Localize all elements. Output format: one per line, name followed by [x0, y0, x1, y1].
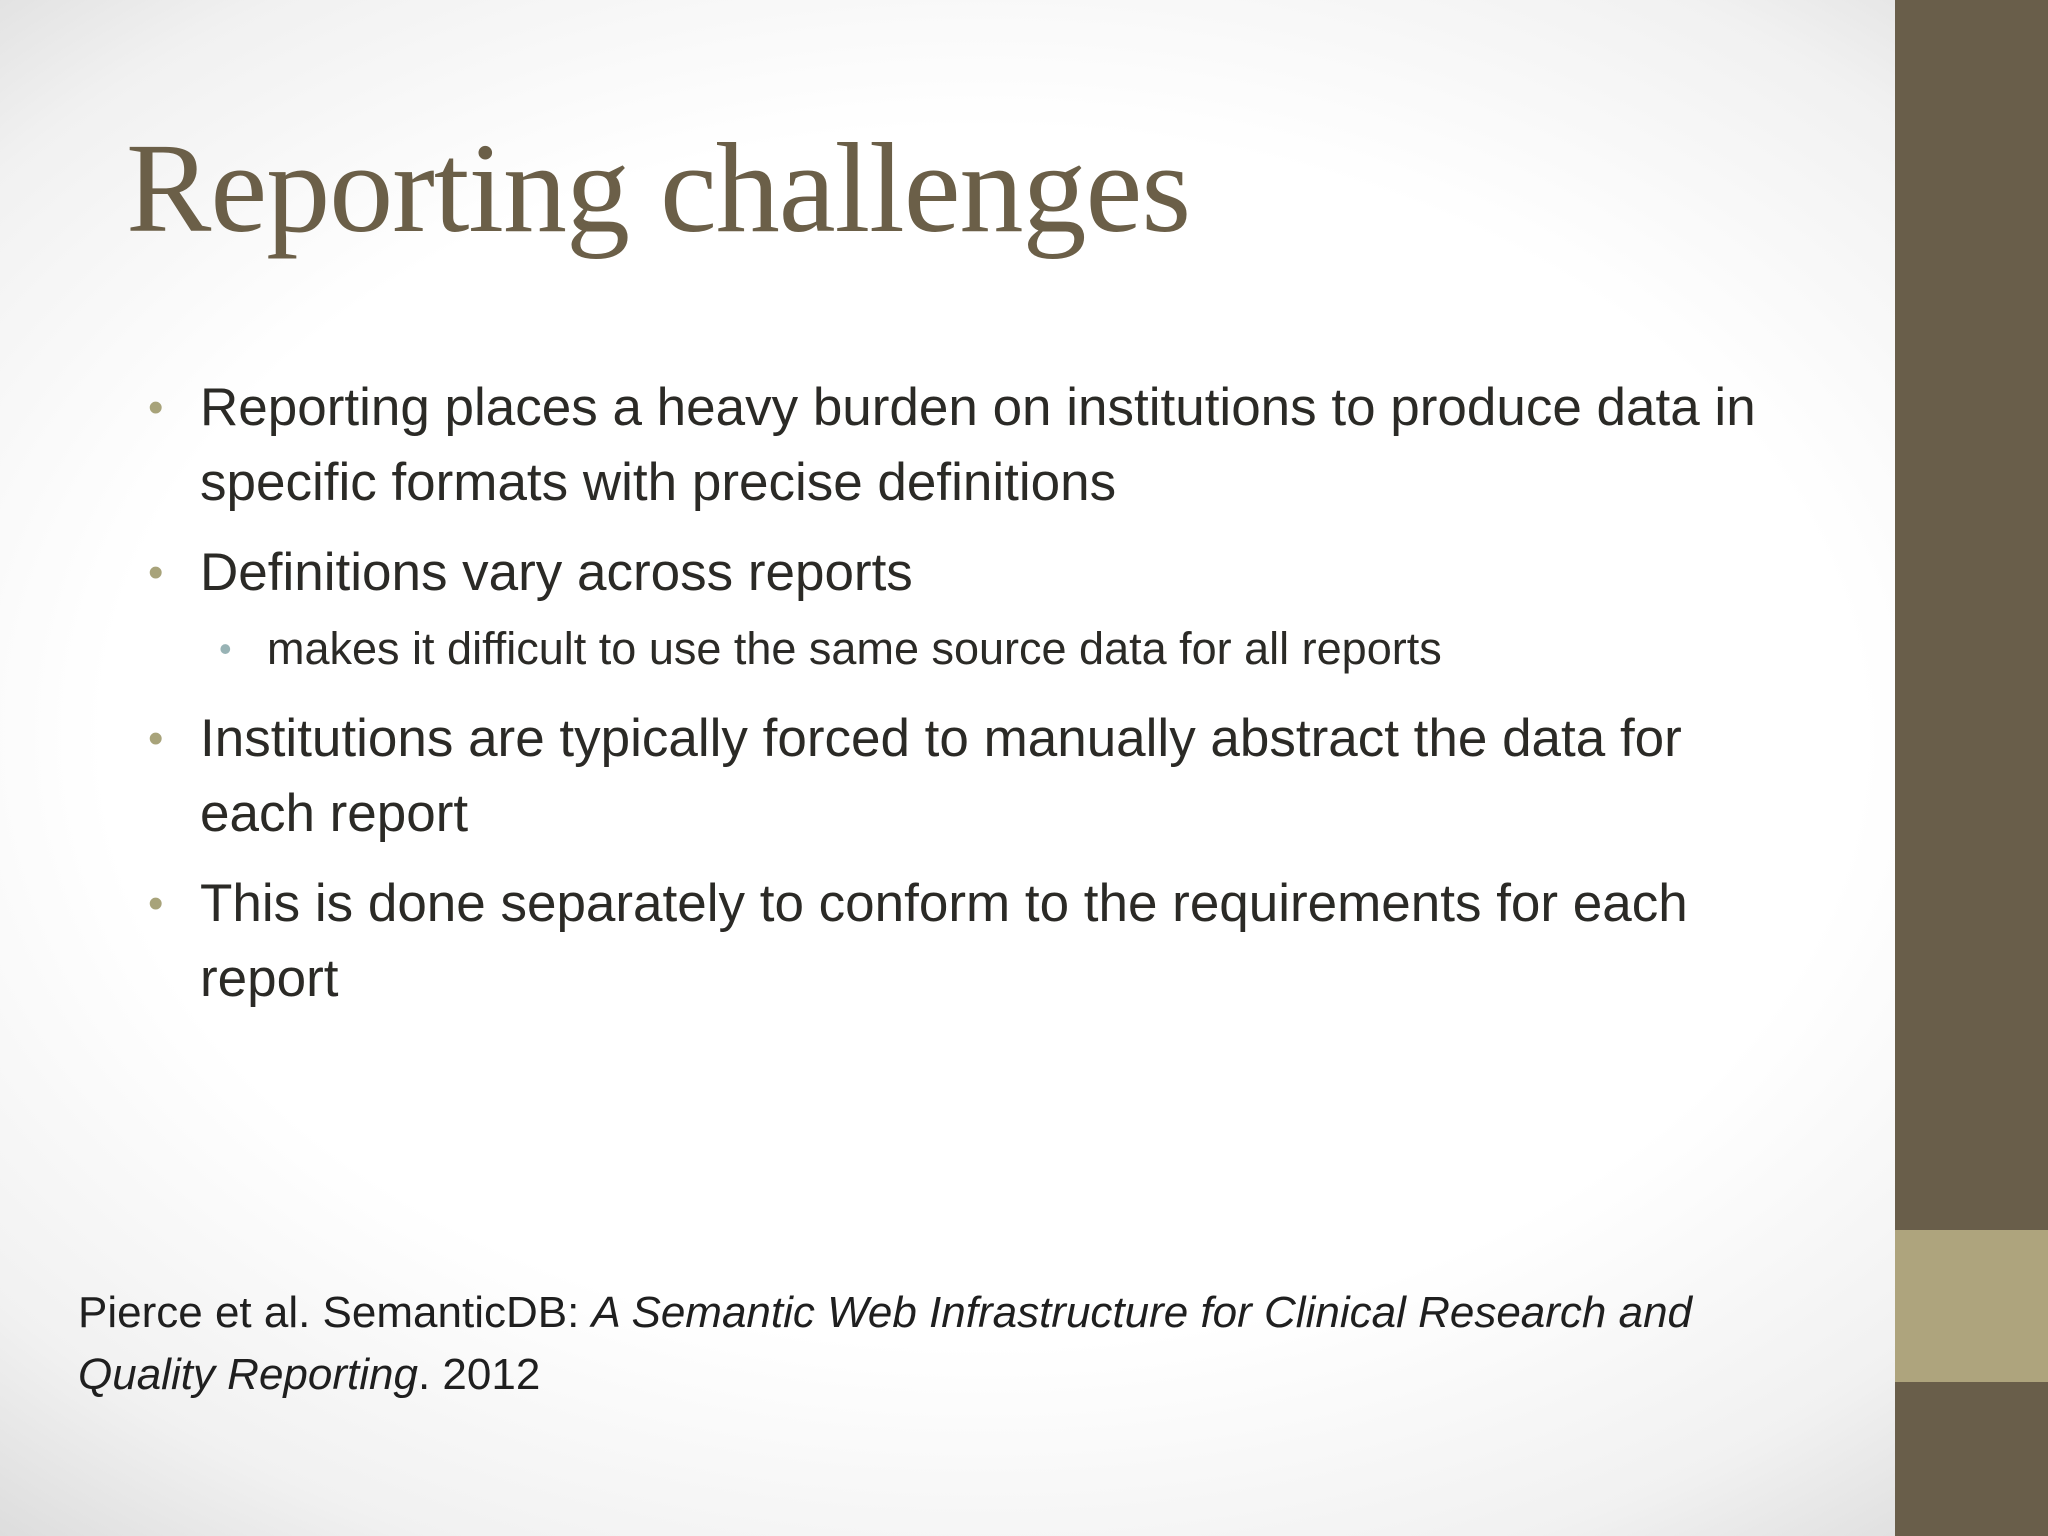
citation-authors: Pierce et al. SemanticDB:	[78, 1288, 592, 1337]
citation-year: . 2012	[417, 1350, 541, 1399]
slide-title: Reporting challenges	[126, 117, 1191, 259]
sub-bullet-icon: •	[219, 628, 232, 669]
bullet-icon: •	[148, 879, 164, 928]
bullet-text: Institutions are typically forced to manually abstract the data for each report	[200, 709, 1682, 843]
bullet-item	[148, 701, 1760, 851]
bullet-icon: •	[148, 548, 164, 597]
sub-bullet-text: makes it difficult to use the same source data for all reports	[267, 623, 1442, 674]
bullet-text: This is done separately to conform to the requirements for each report	[200, 874, 1688, 1008]
bullet-text: Definitions vary across reports	[200, 543, 913, 602]
citation-title: A Semantic Web Infrastructure for Clinical Research and Quality Reporting	[78, 1288, 1693, 1399]
bullet-icon: •	[148, 714, 164, 763]
bullet-text: Reporting places a heavy burden on institutions to produce data in specific formats with precise definitions	[200, 378, 1756, 512]
citation	[78, 1282, 1838, 1406]
side-bar-accent	[1895, 1230, 2048, 1382]
bullet-icon: •	[148, 383, 164, 432]
side-bar-bottom	[1895, 1382, 2048, 1536]
side-bar-top	[1895, 0, 2048, 1230]
sub-bullet-item	[219, 619, 1760, 679]
bullet-item	[148, 370, 1760, 520]
side-bar	[1895, 0, 2048, 1536]
bullet-item	[148, 866, 1760, 1016]
bullet-list	[148, 370, 1760, 1031]
bullet-item	[148, 535, 1760, 610]
